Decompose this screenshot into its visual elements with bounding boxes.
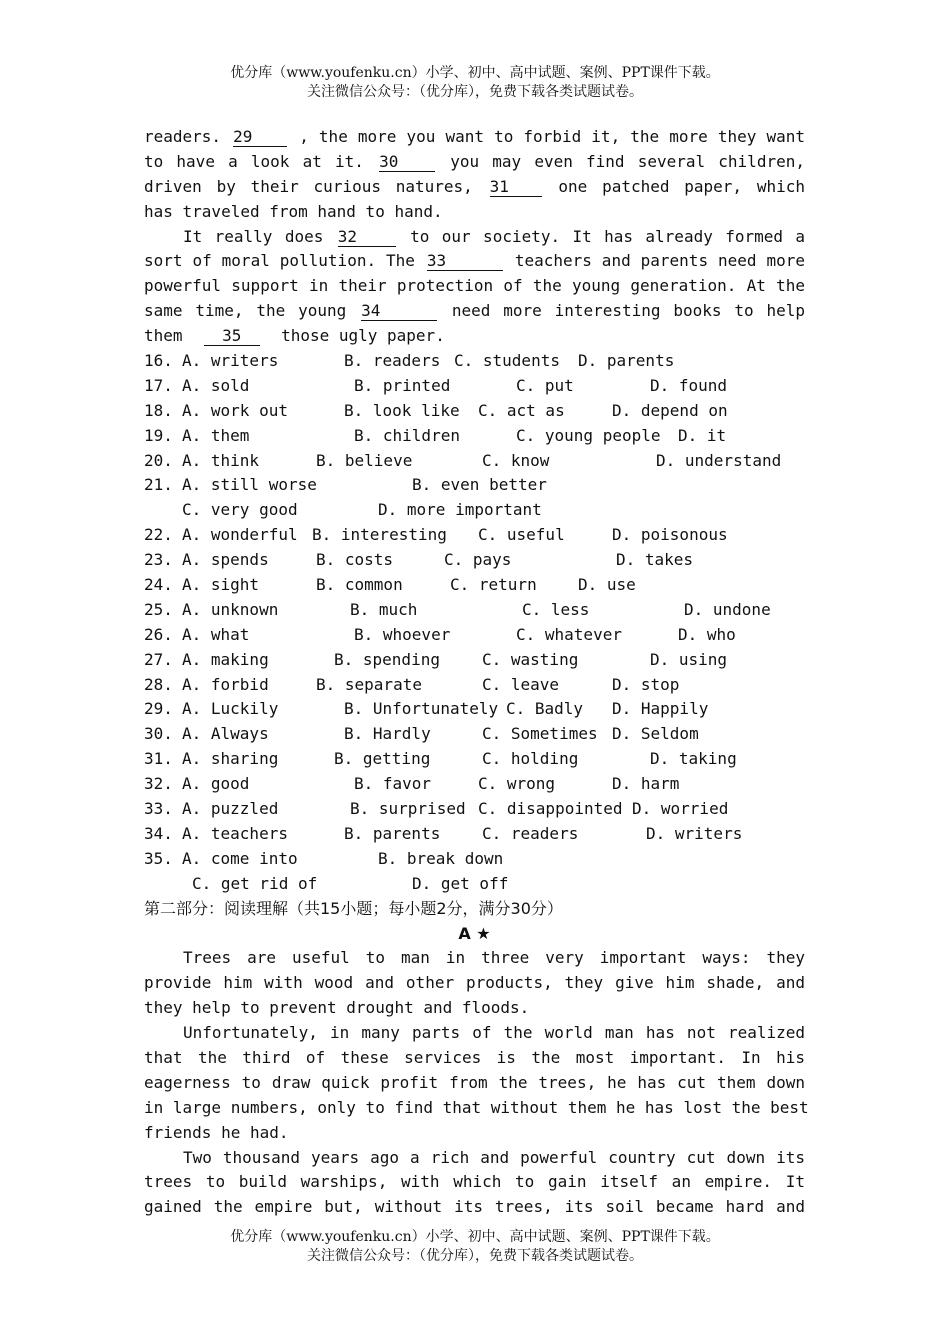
cloze-line: to have a look at it. 30 you may even find several children, bbox=[144, 151, 805, 171]
question-29: 29. A. Luckily B. Unfortunately C. Badly D. Happily bbox=[144, 699, 709, 719]
question-28: 28. A. forbid B. separate C. leave D. stop bbox=[144, 674, 680, 694]
section-a-title: A ★ bbox=[458, 923, 491, 943]
cloze-line: It really does 32 to our society. It has already formed a bbox=[183, 226, 806, 246]
question-23: 23. A. spends B. costs C. pays D. takes bbox=[144, 550, 694, 570]
page-footer bbox=[0, 1228, 950, 1266]
page-header bbox=[0, 64, 950, 102]
passage-line: that the third of these services is the most important. In his bbox=[144, 1047, 805, 1067]
cloze-line: has traveled from hand to hand. bbox=[144, 201, 443, 221]
blank-29: 29 bbox=[233, 128, 287, 147]
passage-line: trees to build warships, with which to gain itself an empire. It bbox=[144, 1172, 805, 1192]
cloze-line: same time, the young 34 need more interesting books to help bbox=[144, 301, 805, 321]
blank-31: 31 bbox=[490, 178, 542, 197]
question-20: 20. A. think B. believe C. know D. understand bbox=[144, 450, 782, 470]
question-18: 18. A. work out B. look like C. act as D. depend on bbox=[144, 400, 728, 420]
footer-line-1: 优分库（www.youfenku.cn）小学、初中、高中试题、案例、PPT课件下载。 bbox=[230, 1229, 720, 1245]
blank-30: 30 bbox=[379, 153, 435, 172]
question-25: 25. A. unknown B. much C. less D. undone bbox=[144, 599, 771, 619]
question-17: 17. A. sold B. printed C. put D. found bbox=[144, 375, 728, 395]
footer-line-2: 关注微信公众号：（优分库），免费下载各类试题试卷。 bbox=[307, 1248, 643, 1264]
passage-line: Unfortunately, in many parts of the world man has not realized bbox=[183, 1023, 805, 1043]
question-27: 27. A. making B. spending C. wasting D. using bbox=[144, 649, 728, 669]
question-24: 24. A. sight B. common C. return D. use bbox=[144, 575, 636, 595]
passage-line: gained the empire but, without its trees, its soil became hard and bbox=[144, 1197, 805, 1217]
passage-line: they help to prevent drought and floods. bbox=[144, 998, 530, 1018]
blank-32: 32 bbox=[338, 228, 396, 247]
question-21: 21. A. still worse B. even better bbox=[144, 475, 547, 495]
header-line-1: 优分库（www.youfenku.cn）小学、初中、高中试题、案例、PPT课件下载。 bbox=[230, 65, 720, 81]
passage-line: eagerness to draw quick profit from the trees, he has cut them down bbox=[144, 1072, 805, 1092]
cloze-line: sort of moral pollution. The 33 teachers and parents need more bbox=[144, 251, 806, 271]
cloze-line: them 35 those ugly paper. bbox=[144, 326, 445, 346]
blank-34: 34 bbox=[361, 302, 437, 321]
passage-line: Trees are useful to man in three very important ways: they bbox=[183, 948, 805, 968]
header-line-2: 关注微信公众号：（优分库），免费下载各类试题试卷。 bbox=[307, 84, 643, 100]
cloze-line: powerful support in their protection of the young generation. At the bbox=[144, 276, 805, 296]
question-21-row2: C. very good D. more important bbox=[182, 500, 542, 520]
cloze-line: driven by their curious natures, 31 one patched paper, which bbox=[144, 176, 806, 196]
blank-35: 35 bbox=[204, 327, 260, 346]
question-31: 31. A. sharing B. getting C. holding D. taking bbox=[144, 749, 737, 769]
question-16: 16. A. writers B. readers C. students D. parents bbox=[144, 351, 675, 371]
question-26: 26. A. what B. whoever C. whatever D. who bbox=[144, 624, 736, 644]
cloze-line: readers. 29 , the more you want to forbid it, the more they want bbox=[144, 127, 805, 146]
question-35: 35. A. come into B. break down bbox=[144, 848, 504, 868]
question-35-row2: C. get rid of D. get off bbox=[192, 873, 509, 893]
passage-line: Two thousand years ago a rich and powerful country cut down its bbox=[183, 1147, 805, 1167]
part2-heading: 第二部分：阅读理解（共15小题；每小题2分，满分30分） bbox=[144, 898, 563, 918]
blank-33: 33 bbox=[427, 252, 503, 271]
question-34: 34. A. teachers B. parents C. readers D. writers bbox=[144, 823, 743, 843]
passage-line: friends he had. bbox=[144, 1122, 289, 1142]
exam-body bbox=[144, 125, 809, 1220]
question-32: 32. A. good B. favor C. wrong D. harm bbox=[144, 774, 680, 794]
question-33: 33. A. puzzled B. surprised C. disappointed D. worried bbox=[144, 799, 729, 819]
question-19: 19. A. them B. children C. young people D. it bbox=[144, 425, 727, 445]
passage-line: in large numbers, only to find that without them he has lost the best bbox=[144, 1097, 809, 1117]
question-22: 22. A. wonderful B. interesting C. useful D. poisonous bbox=[144, 525, 728, 545]
question-30: 30. A. Always B. Hardly C. Sometimes D. Seldom bbox=[144, 724, 699, 744]
passage-line: provide him with wood and other products, they give him shade, and bbox=[144, 973, 805, 993]
